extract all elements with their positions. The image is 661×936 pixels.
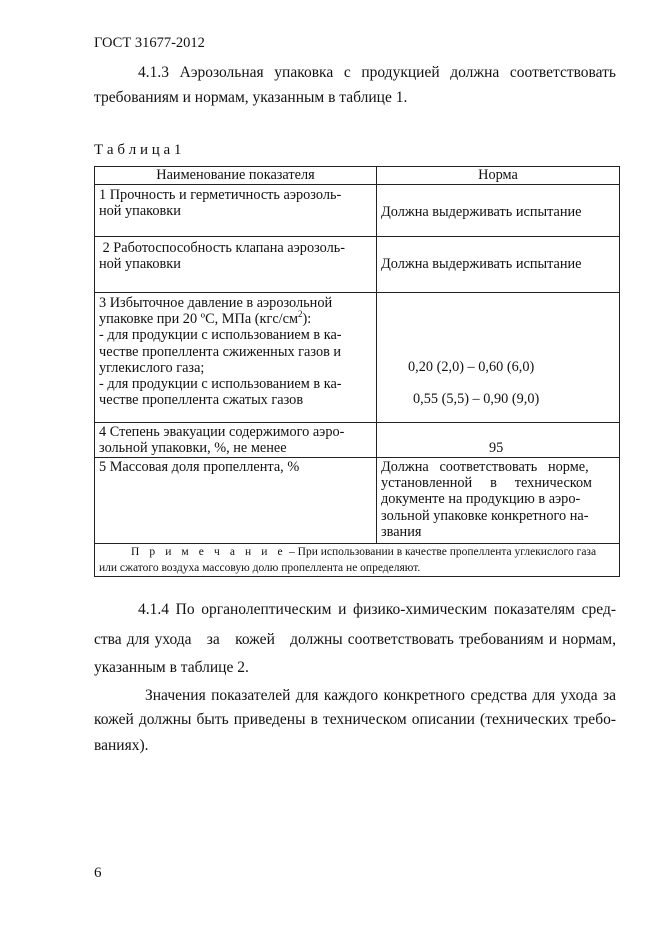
row-name-cell <box>95 293 377 423</box>
row-name-cell <box>95 237 377 293</box>
requirements-table <box>94 166 620 577</box>
column-header-name: Наименование показателя <box>95 167 377 185</box>
row-name-line: углекислого газа; <box>99 359 205 376</box>
values-line-3: ваниях). <box>94 737 149 754</box>
table-row <box>95 423 620 458</box>
row-name-line: 1 Прочность и герметичность аэрозоль- <box>99 187 342 203</box>
row-norm-value-compressed: 0,55 (5,5) – 0,90 (9,0) <box>413 391 540 408</box>
table-row <box>95 185 620 237</box>
row-norm-value: Должна выдерживать испытание <box>381 204 582 220</box>
row-norm-cell <box>377 423 620 458</box>
row-name-line: 2 Работоспособность клапана аэрозоль- <box>99 240 346 256</box>
row-norm-cell <box>377 458 620 544</box>
table-row <box>95 458 620 544</box>
row-name-line: 5 Массовая доля пропеллента, % <box>99 459 300 475</box>
row-norm-line: звания <box>381 523 422 540</box>
table-header-row <box>95 167 620 185</box>
row-norm-line: Должна соответствовать норме, <box>381 459 589 475</box>
values-line-1: Значения показателей для каждого конкретного средства для ухода за <box>145 687 616 704</box>
row-norm-value-liquefied: 0,20 (2,0) – 0,60 (6,0) <box>408 359 535 375</box>
page-number: 6 <box>94 865 102 881</box>
table-note <box>95 544 620 577</box>
row-norm-value: Должна выдерживать испытание <box>381 256 582 272</box>
note-text: – При использовании в качестве пропеллента углекислого газа <box>286 546 597 558</box>
table-row <box>95 293 620 423</box>
intro-line-2: требованиям и нормам, указанным в таблице 1. <box>94 89 408 106</box>
table-row <box>95 237 620 293</box>
row-name-line: ной упаковки <box>99 256 181 273</box>
note-label: П р и м е ч а н и е <box>131 546 287 558</box>
row-norm-cell <box>377 293 620 423</box>
row-name-line: ной упаковки <box>99 203 181 220</box>
row-name-line: зольной упаковки, %, не менее <box>99 440 287 457</box>
standard-code: ГОСТ 31677-2012 <box>94 35 205 51</box>
row-name-cell <box>95 185 377 237</box>
section-414-line-2: ства для ухода за кожей должны соответствовать требованиям и нормам, <box>94 631 616 648</box>
row-name-line: 3 Избыточное давление в аэрозольной <box>99 295 333 311</box>
intro-line-1: 4.1.3 Аэрозольная упаковка с продукцией должна соответствовать <box>138 64 616 81</box>
row-name-line: честве пропеллента сжатых газов <box>99 392 304 409</box>
row-norm-line: установленной в техническом <box>381 475 592 492</box>
table-note-row <box>95 544 620 577</box>
row-name-line: 4 Степень эвакуации содержимого аэро- <box>99 424 345 440</box>
section-414-line-1: 4.1.4 По органолептическим и физико-химическим показателям сред- <box>138 601 616 618</box>
row-norm-cell <box>377 185 620 237</box>
table-caption: Т а б л и ц а 1 <box>94 142 182 158</box>
row-norm-value: 95 <box>489 440 504 456</box>
row-name-line: честве пропеллента сжиженных газов и <box>99 343 342 360</box>
superscript-2: 2 <box>298 309 303 320</box>
column-header-norm: Норма <box>377 167 620 185</box>
row-norm-cell <box>377 237 620 293</box>
row-name-line: - для продукции с использованием в ка- <box>99 376 342 393</box>
row-norm-line: документе на продукцию в аэро- <box>381 491 581 508</box>
row-name-cell <box>95 423 377 458</box>
row-name-line: - для продукции с использованием в ка- <box>99 327 342 344</box>
row-name-cell <box>95 458 377 544</box>
row-norm-line: зольной упаковке конкретного на- <box>381 507 589 524</box>
values-line-2: кожей должны быть приведены в техническом описании (технических требо- <box>94 711 616 728</box>
section-414-line-3: указанным в таблице 2. <box>94 659 249 676</box>
note-text-line-2: или сжатого воздуха массовую долю пропеллента не определяют. <box>99 562 421 574</box>
row-name-line: упаковке при 20 ºС, МПа $(кгс/см^2)$: <box>99 309 312 328</box>
